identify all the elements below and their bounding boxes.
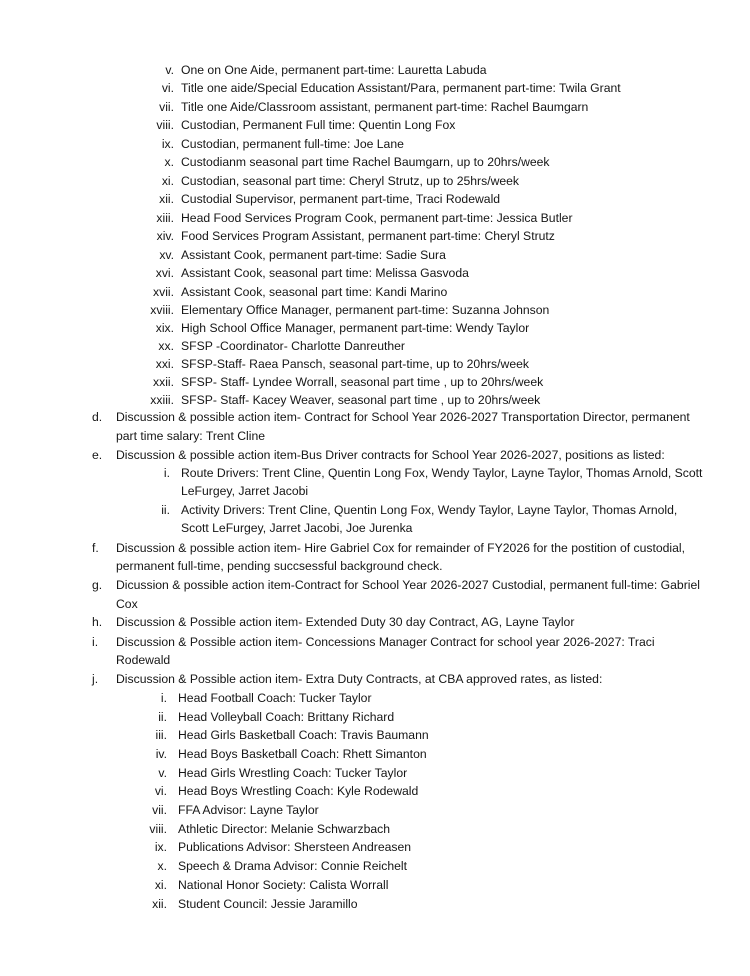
item-text-continued: permanent full-time, pending succsessful background check. xyxy=(116,559,443,573)
list-item xyxy=(130,895,358,913)
list-item xyxy=(130,820,390,838)
item-number: vii. xyxy=(152,803,167,817)
item-text: National Honor Society: Calista Worrall xyxy=(178,878,389,892)
list-item xyxy=(135,61,487,79)
item-text-continued: Rodewald xyxy=(116,653,171,667)
item-text: Assistant Cook, seasonal part time: Melissa Gasvoda xyxy=(181,266,469,280)
item-text: Head Football Coach: Tucker Taylor xyxy=(178,691,372,705)
list-item xyxy=(135,209,573,227)
list-item xyxy=(135,355,529,373)
item-number: xviii. xyxy=(150,303,174,317)
list-item xyxy=(140,464,702,482)
agenda-item-d xyxy=(92,408,690,426)
item-text: Discussion & Possible action item- Extended Duty 30 day Contract, AG, Layne Taylor xyxy=(116,615,575,629)
item-text: Food Services Program Assistant, permanent part-time: Cheryl Strutz xyxy=(181,229,555,243)
item-text: Discussion & possible action item- Contract for School Year 2026-2027 Transportation Director, permanent xyxy=(116,410,690,424)
list-item xyxy=(130,764,407,782)
item-text: SFSP- Staff- Lyndee Worrall, seasonal part time , up to 20hrs/week xyxy=(181,375,544,389)
list-item xyxy=(135,172,519,190)
item-text: Speech & Drama Advisor: Connie Reichelt xyxy=(178,859,407,873)
list-item xyxy=(135,227,555,245)
agenda-item-e xyxy=(92,446,665,464)
item-text: SFSP-Staff- Raea Pansch, seasonal part-time, up to 20hrs/week xyxy=(181,357,529,371)
item-number: ii. xyxy=(161,503,170,517)
agenda-item-f xyxy=(92,539,685,557)
item-text: Head Boys Basketball Coach: Rhett Simanton xyxy=(178,747,427,761)
item-letter: g. xyxy=(92,578,103,592)
item-letter: h. xyxy=(92,615,103,629)
item-text-continued: LeFurgey, Jarret Jacobi xyxy=(181,484,309,498)
list-item xyxy=(135,391,540,409)
item-number: xii. xyxy=(152,897,167,911)
item-number: xvii. xyxy=(153,285,174,299)
item-text: SFSP -Coordinator- Charlotte Danreuther xyxy=(181,339,405,353)
item-text: Assistant Cook, permanent part-time: Sadie Sura xyxy=(181,248,446,262)
agenda-item-g xyxy=(92,576,700,594)
item-text: Custodian, seasonal part time: Cheryl Strutz, up to 25hrs/week xyxy=(181,174,520,188)
list-item xyxy=(140,501,677,519)
item-number: i. xyxy=(160,691,167,705)
item-number: ii. xyxy=(158,710,167,724)
list-item xyxy=(130,689,372,707)
item-number: xvi. xyxy=(155,266,174,280)
item-number: viii. xyxy=(156,118,174,132)
item-text: FFA Advisor: Layne Taylor xyxy=(178,803,319,817)
item-text-continued: Cox xyxy=(116,597,138,611)
item-text: Custodian, Permanent Full time: Quentin Long Fox xyxy=(181,118,456,132)
list-item xyxy=(130,857,407,875)
item-text: SFSP- Staff- Kacey Weaver, seasonal part time , up to 20hrs/week xyxy=(181,393,541,407)
item-text: Head Girls Basketball Coach: Travis Baumann xyxy=(178,728,429,742)
item-number: ix. xyxy=(161,137,174,151)
item-text-continued: Scott LeFurgey, Jarret Jacobi, Joe Jurenka xyxy=(181,521,413,535)
item-number: xx. xyxy=(158,339,174,353)
item-letter: j. xyxy=(92,672,99,686)
item-text: Head Food Services Program Cook, permanent part-time: Jessica Butler xyxy=(181,211,573,225)
list-item xyxy=(135,153,550,171)
item-number: viii. xyxy=(149,822,167,836)
item-number: x. xyxy=(164,155,174,169)
item-number: xiii. xyxy=(156,211,174,225)
item-text: High School Office Manager, permanent part-time: Wendy Taylor xyxy=(181,321,530,335)
item-text: Activity Drivers: Trent Cline, Quentin Long Fox, Wendy Taylor, Layne Taylor, Thomas Arnold, xyxy=(181,503,678,517)
item-text: Custodianm seasonal part time Rachel Baumgarn, up to 20hrs/week xyxy=(181,155,550,169)
list-item xyxy=(135,301,549,319)
list-item xyxy=(135,283,447,301)
item-text: Discussion & possible action item-Bus Driver contracts for School Year 2026-2027, positions as listed: xyxy=(116,448,665,462)
item-text: Head Girls Wrestling Coach: Tucker Taylor xyxy=(178,766,408,780)
list-item xyxy=(135,135,404,153)
item-text: Route Drivers: Trent Cline, Quentin Long Fox, Wendy Taylor, Layne Taylor, Thomas Arnold, Scott xyxy=(181,466,703,480)
agenda-item-h xyxy=(92,613,574,631)
item-letter: f. xyxy=(92,541,99,555)
item-number: xi. xyxy=(161,174,174,188)
item-number: v. xyxy=(158,766,167,780)
item-letter: d. xyxy=(92,410,103,424)
item-text: Student Council: Jessie Jaramillo xyxy=(178,897,358,911)
agenda-item-i xyxy=(92,633,655,651)
item-number: xiv. xyxy=(156,229,174,243)
list-item xyxy=(130,708,394,726)
list-item xyxy=(135,98,588,116)
list-item xyxy=(130,726,429,744)
item-text: Custodian, permanent full-time: Joe Lane xyxy=(181,137,404,151)
item-text: Dicussion & possible action item-Contract for School Year 2026-2027 Custodial, permanent full-time: Gabriel xyxy=(116,578,700,592)
item-text: Elementary Office Manager, permanent part-time: Suzanna Johnson xyxy=(181,303,550,317)
item-number: iv. xyxy=(155,747,167,761)
list-item xyxy=(135,190,500,208)
item-number: v. xyxy=(165,63,174,77)
list-item xyxy=(135,246,446,264)
item-number: vii. xyxy=(159,100,174,114)
list-item xyxy=(135,373,543,391)
item-number: i. xyxy=(163,466,170,480)
item-text: Assistant Cook, seasonal part time: Kandi Marino xyxy=(181,285,448,299)
item-number: ix. xyxy=(154,840,167,854)
item-number: iii. xyxy=(155,728,167,742)
item-text: Athletic Director: Melanie Schwarzbach xyxy=(178,822,391,836)
item-number: xxi. xyxy=(155,357,174,371)
list-item xyxy=(130,782,418,800)
item-text: Title one Aide/Classroom assistant, permanent part-time: Rachel Baumgarn xyxy=(181,100,589,114)
item-text-continued: part time salary: Trent Cline xyxy=(116,429,266,443)
list-item xyxy=(130,876,388,894)
item-number: xxii. xyxy=(153,375,174,389)
item-text: Discussion & Possible action item- Concessions Manager Contract for school year 2026-2027: Traci xyxy=(116,635,655,649)
item-letter: e. xyxy=(92,448,103,462)
list-item xyxy=(135,116,455,134)
item-text: One on One Aide, permanent part-time: Lauretta Labuda xyxy=(181,63,487,77)
list-item xyxy=(135,319,529,337)
item-number: xix. xyxy=(155,321,174,335)
item-text: Head Boys Wrestling Coach: Kyle Rodewald xyxy=(178,784,419,798)
list-item xyxy=(130,745,427,763)
list-item xyxy=(135,264,469,282)
item-number: vi. xyxy=(161,81,174,95)
item-text: Discussion & possible action item- Hire Gabriel Cox for remainder of FY2026 for the postition of custodial, xyxy=(116,541,686,555)
agenda-item-j xyxy=(92,670,602,688)
list-item xyxy=(130,801,319,819)
item-text: Head Volleyball Coach: Brittany Richard xyxy=(178,710,395,724)
item-number: xi. xyxy=(154,878,167,892)
item-number: vi. xyxy=(154,784,167,798)
item-number: xxiii. xyxy=(150,393,174,407)
item-letter: i. xyxy=(92,635,99,649)
item-number: xv. xyxy=(159,248,174,262)
list-item xyxy=(130,838,411,856)
list-item xyxy=(135,337,405,355)
item-text: Custodial Supervisor, permanent part-time, Traci Rodewald xyxy=(181,192,501,206)
item-number: xii. xyxy=(159,192,174,206)
item-text: Title one aide/Special Education Assistant/Para, permanent part-time: Twila Grant xyxy=(181,81,621,95)
item-text: Publications Advisor: Shersteen Andreasen xyxy=(178,840,412,854)
list-item xyxy=(135,79,621,97)
item-number: x. xyxy=(157,859,167,873)
item-text: Discussion & Possible action item- Extra Duty Contracts, at CBA approved rates, as listed: xyxy=(116,672,603,686)
